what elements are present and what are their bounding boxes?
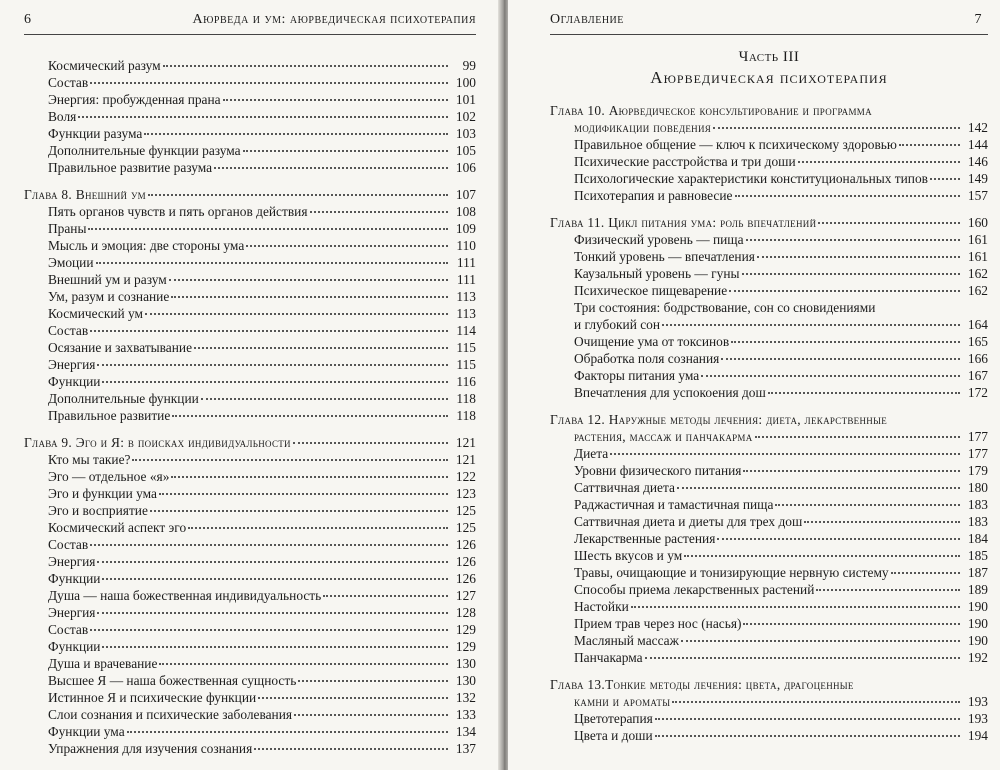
toc-entry[interactable]: Состав 126 [48,537,476,552]
chapter-heading-line2[interactable]: растения, массаж и панчакарма 177 [574,429,988,444]
chapter-heading[interactable]: Глава 11. Цикл питания ума: роль впечатлений 160 [550,215,988,230]
running-head-left [24,0,476,35]
toc-entry[interactable]: Уровни физического питания 179 [574,463,988,478]
chapter-11 [550,214,988,401]
toc-right [550,102,988,744]
chapter-heading[interactable]: Глава 9. Эго и Я: в поисках индивидуальности 121 [24,435,476,450]
toc-entry[interactable]: Тонкий уровень — впечатления 161 [574,249,988,264]
toc-entry[interactable]: Диета 177 [574,446,988,461]
toc-entry[interactable]: Факторы питания ума 167 [574,368,988,383]
toc-entry[interactable]: Психические расстройства и три доши 146 [574,154,988,169]
toc-entry[interactable]: Космический ум 113 [48,306,476,321]
toc-entry[interactable]: Состав 114 [48,323,476,338]
toc-entry[interactable]: Масляный массаж 190 [574,633,988,648]
toc-entry[interactable]: Травы, очищающие и тонизирующие нервную систему 187 [574,565,988,580]
toc-entry[interactable]: Кто мы такие? 121 [48,452,476,467]
chapter-heading-line2[interactable]: модификации поведения 142 [574,120,988,135]
toc-entry[interactable]: Пять органов чувств и пять органов действия 108 [48,204,476,219]
toc-entry[interactable]: Воля 102 [48,109,476,124]
page-number-right: 7 [974,12,982,27]
chapter-heading[interactable]: Глава 8. Внешний ум 107 [24,187,476,202]
toc-entry[interactable]: Эго — отдельное «я» 122 [48,469,476,484]
intro-items [24,57,476,176]
toc-entry[interactable]: Состав 129 [48,622,476,637]
running-head-title-left: Аюрведа и ум: аюрведическая психотерапия [192,12,476,27]
right-page [508,0,1000,770]
toc-entry[interactable]: Дополнительные функции разума 105 [48,143,476,158]
chapter-10 [550,102,988,204]
toc-entry[interactable]: Правильное развитие разума 106 [48,160,476,175]
toc-entry[interactable]: Праны 109 [48,221,476,236]
toc-entry[interactable]: Правильное общение — ключ к психическому здоровью 144 [574,137,988,152]
toc-entry[interactable]: Функции ума 134 [48,724,476,739]
toc-entry[interactable]: Эмоции 111 [48,255,476,270]
toc-entry[interactable]: Шесть вкусов и ум 185 [574,548,988,563]
toc-entry[interactable]: Истинное Я и психические функции 132 [48,690,476,705]
toc-entry[interactable]: Психотерапия и равновесие 157 [574,188,988,203]
page-number-left: 6 [24,12,32,27]
chapter-heading-line2[interactable]: камни и ароматы 193 [574,694,988,709]
part-label: Часть III [738,49,800,65]
toc-entry[interactable]: Высшее Я — наша божественная сущность 130 [48,673,476,688]
chapter-13 [550,676,988,744]
toc-entry[interactable]: Психологические характеристики конституциональных типов 149 [574,171,988,186]
part-heading [550,49,988,88]
toc-entry[interactable]: Панчакарма 192 [574,650,988,665]
toc-entry[interactable]: Осязание и захватывание 115 [48,340,476,355]
toc-entry[interactable]: Состав 100 [48,75,476,90]
toc-entry[interactable]: Цветотерапия 193 [574,711,988,726]
chapter-9 [24,434,476,757]
toc-entry[interactable]: Энергия 126 [48,554,476,569]
toc-entry[interactable]: Психическое пищеварение 162 [574,283,988,298]
toc-entry[interactable]: Душа и врачевание 130 [48,656,476,671]
toc-entry[interactable]: Энергия 128 [48,605,476,620]
toc-entry[interactable]: Энергия 115 [48,357,476,372]
toc-entry[interactable]: Впечатления для успокоения дош 172 [574,385,988,400]
toc-entry[interactable]: Функции разума 103 [48,126,476,141]
running-head-right [550,0,988,35]
toc-entry[interactable]: Физический уровень — пища 161 [574,232,988,247]
chapter-8 [24,186,476,424]
toc-entry[interactable]: Космический аспект эго 125 [48,520,476,535]
toc-entry[interactable]: Дополнительные функции 118 [48,391,476,406]
toc-entry[interactable]: Ум, разум и сознание 113 [48,289,476,304]
toc-entry[interactable]: Внешний ум и разум 111 [48,272,476,287]
toc-entry[interactable]: Настойки 190 [574,599,988,614]
toc-entry[interactable]: Очищение ума от токсинов 165 [574,334,988,349]
toc-entry[interactable]: Правильное развитие 118 [48,408,476,423]
toc-entry[interactable]: Обработка поля сознания 166 [574,351,988,366]
toc-entry[interactable]: Цвета и доши 194 [574,728,988,743]
toc-entry[interactable]: Космический разум 99 [48,58,476,73]
toc-entry[interactable]: Прием трав через нос (насья) 190 [574,616,988,631]
toc-entry[interactable]: Слои сознания и психические заболевания 133 [48,707,476,722]
toc-entry[interactable]: Функции 126 [48,571,476,586]
toc-entry[interactable]: Саттвичная диета и диеты для трех дош 183 [574,514,988,529]
toc-entry[interactable]: Эго и функции ума 123 [48,486,476,501]
toc-entry[interactable]: Саттвичная диета 180 [574,480,988,495]
toc-entry[interactable]: Раджастичная и тамастичная пища 183 [574,497,988,512]
toc-entry[interactable]: Упражнения для изучения сознания 137 [48,741,476,756]
toc-entry[interactable]: Способы приема лекарственных растений 189 [574,582,988,597]
toc-entry[interactable]: Мысль и эмоция: две стороны ума 110 [48,238,476,253]
toc-entry[interactable]: Лекарственные растения 184 [574,531,988,546]
toc-entry-line1[interactable]: Три состояния: бодрствование, сон со сновидениями [574,300,876,315]
toc-entry[interactable]: Функции 129 [48,639,476,654]
toc-entry[interactable]: Энергия: пробужденная прана 101 [48,92,476,107]
toc-entry[interactable]: Функции 116 [48,374,476,389]
toc-entry[interactable]: Эго и восприятие 125 [48,503,476,518]
toc-entry[interactable]: Каузальный уровень — гуны 162 [574,266,988,281]
toc-left [24,57,476,757]
chapter-12 [550,411,988,666]
part-title: Аюрведическая психотерапия [650,68,888,87]
chapter-heading-line1[interactable]: Глава 12. Наружные методы лечения: диета, лекарственные [550,412,888,427]
running-head-title-right: Оглавление [550,12,624,27]
chapter-heading-line1[interactable]: Глава 13.Тонкие методы лечения: цвета, драгоценные [550,677,854,692]
chapter-heading-line1[interactable]: Глава 10. Аюрведическое консультирование и программа [550,103,872,118]
toc-entry[interactable]: Душа — наша божественная индивидуальность 127 [48,588,476,603]
toc-entry-line2[interactable]: и глубокий сон 164 [574,317,988,332]
